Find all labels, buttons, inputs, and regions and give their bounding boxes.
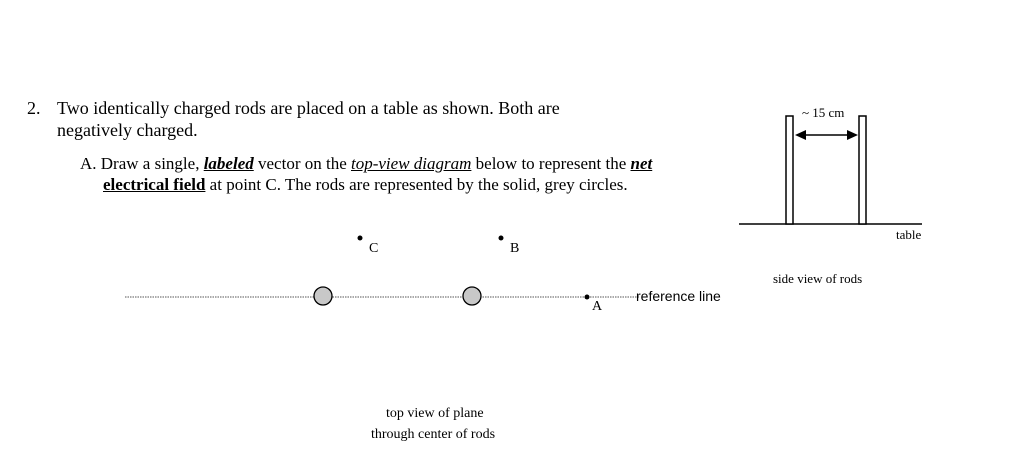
part-a-mid-2: below to represent the: [471, 154, 631, 173]
problem-text-line-2: negatively charged.: [57, 120, 198, 140]
rod-top-view-left: [314, 287, 332, 305]
problem-number: 2.: [27, 98, 41, 118]
side-view-caption: side view of rods: [773, 271, 863, 286]
problem-text-line-1: Two identically charged rods are placed on a table as shown. Both are: [57, 98, 560, 118]
part-a-prefix: A. Draw a single,: [80, 154, 204, 173]
part-a-top-view-diagram: top-view diagram: [351, 154, 472, 173]
part-a-net: net: [630, 154, 653, 173]
rod-top-view-right: [463, 287, 481, 305]
point-a-dot: [585, 295, 590, 300]
point-b-dot: [499, 236, 504, 241]
top-view-caption-line-2: through center of rods: [371, 427, 496, 442]
point-a-label: A: [592, 299, 603, 314]
dimension-arrowhead-right: [847, 130, 858, 140]
top-view-caption-line-1: top view of plane: [386, 406, 484, 421]
part-a-electrical-field: electrical field: [103, 175, 206, 194]
dimension-arrowhead-left: [795, 130, 806, 140]
rod-side-view-left: [786, 116, 793, 224]
part-a-mid-1: vector on the: [253, 154, 351, 173]
point-b-label: B: [510, 241, 520, 256]
part-a-labeled: labeled: [203, 154, 254, 173]
reference-line-label: reference line: [636, 288, 721, 304]
point-c-dot: [358, 236, 363, 241]
part-a-rest: at point C. The rods are represented by the solid, grey circles.: [205, 175, 628, 194]
rod-side-view-right: [859, 116, 866, 224]
point-c-label: C: [369, 241, 379, 256]
table-label: table: [896, 227, 922, 242]
dimension-label: ~ 15 cm: [802, 105, 845, 120]
